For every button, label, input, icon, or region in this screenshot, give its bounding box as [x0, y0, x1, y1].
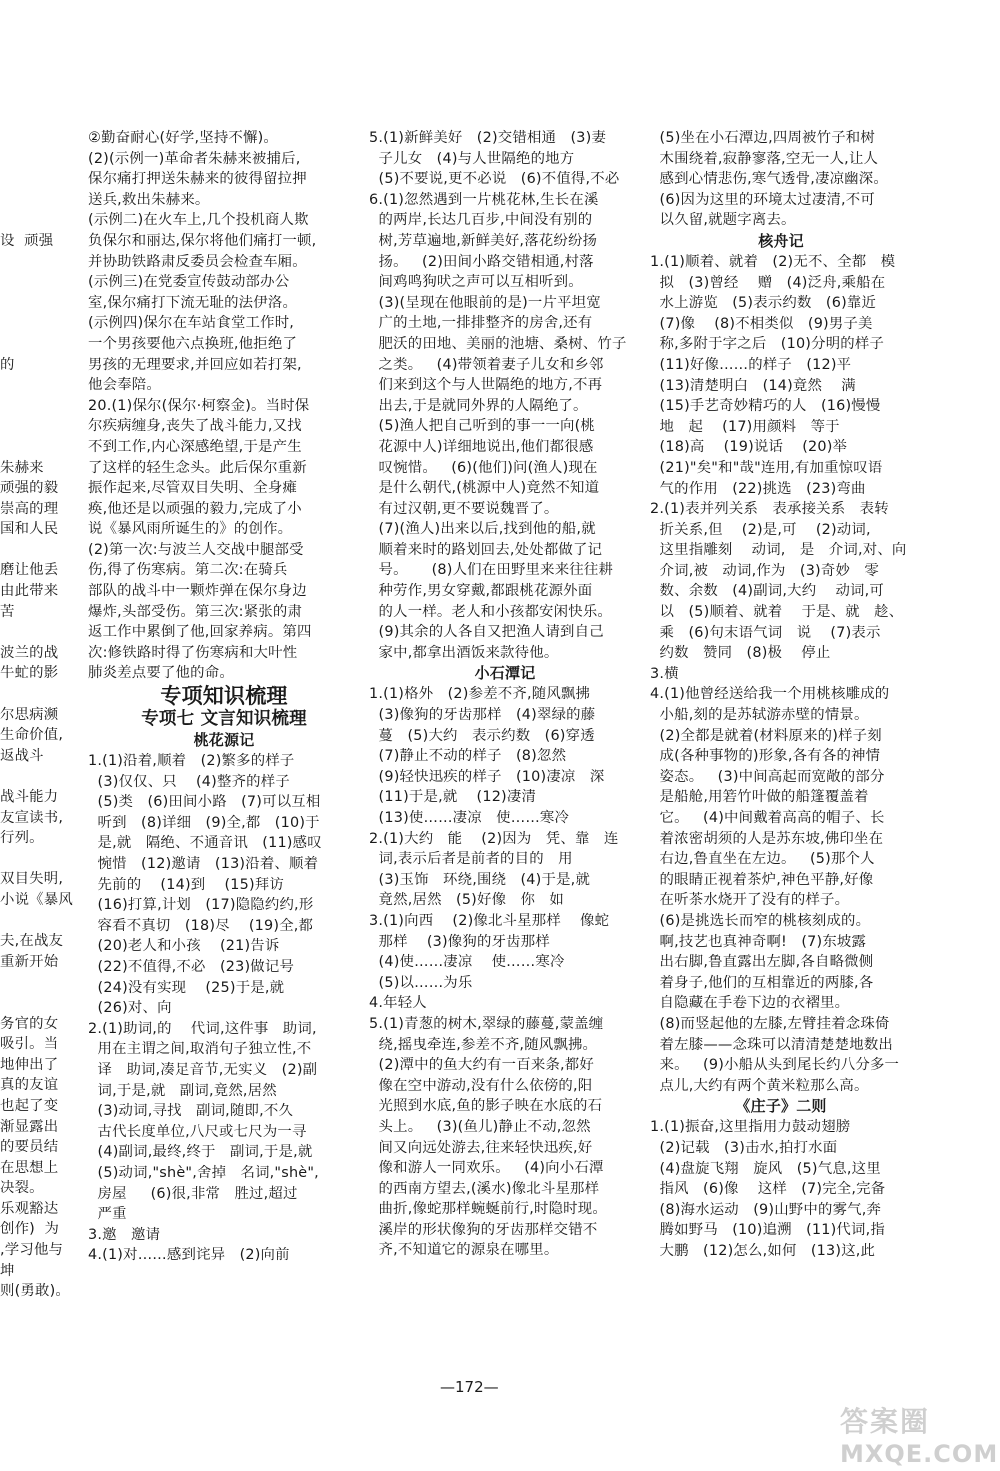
answer-line: 2.(1)表并列关系 表承接关系 表转 — [650, 501, 889, 518]
answer-line: 它。 (4)中间戴着高高的帽子、长 — [650, 810, 885, 826]
cut-text-line — [0, 416, 88, 437]
answer-line: 像在空中游动,没有什么依傍的,阳 — [369, 1077, 593, 1094]
answer-line: (11)于是,就 (12)凄清 — [369, 789, 537, 806]
cut-text-line: 渐显露出 — [0, 1118, 59, 1135]
answer-line: 以久留,就题字离去。 — [650, 212, 796, 229]
answer-line: 伤,得了伤寒病。第二次:在骑兵 — [88, 562, 288, 579]
cut-text-line: ,学习他与 — [0, 1242, 64, 1259]
section-title: 专项知识梳理 — [160, 684, 288, 709]
answer-line: 听到 (8)详细 (9)全,都 (10)于 — [88, 814, 320, 831]
watermark-line2: MXQE.COM — [840, 1440, 999, 1468]
answer-line: 那样 (3)像狗的牙齿那样 — [369, 933, 550, 950]
cut-text-line: 小说《暴风 — [0, 891, 73, 908]
answer-line: 说《暴风雨所诞生的》的创作。 — [88, 521, 293, 538]
cut-text-line — [0, 313, 88, 334]
answer-line: 拟 (3)曾经 赠 (4)泛舟,乘船在 — [650, 274, 886, 291]
answer-line: 约数 赞同 (8)极 停止 — [650, 645, 831, 662]
cut-text-line: 则(勇敢)。 — [0, 1283, 70, 1300]
answer-line: 间鸡鸣狗吠之声可以互相听到。 — [369, 274, 583, 291]
cut-text-line — [0, 169, 88, 190]
cut-text-line — [0, 911, 88, 932]
answer-line: 广的土地,一排排整齐的房舍,还有 — [369, 315, 593, 332]
answer-line: (示例四)保尔在车站食堂工作时, — [88, 315, 295, 332]
cut-text-line: 朱赫来 — [0, 459, 44, 476]
answer-line: (3)仅仅、只 (4)整齐的样子 — [88, 773, 290, 790]
answer-line: (2)记载 (3)击水,拍打水面 — [650, 1139, 838, 1156]
cut-text-line: 行列。 — [0, 830, 44, 847]
lesson-heading: 核舟记 — [758, 231, 804, 250]
answer-line: 有过汉朝,更不要说魏晋了。 — [369, 500, 559, 517]
answer-line: 树,芳草遍地,新鲜美好,落花纷纷扬 — [369, 232, 598, 249]
cut-text-line: 夫,在战友 — [0, 933, 64, 950]
answer-line: 肺炎差点要了他的命。 — [88, 665, 234, 682]
answer-line: (6)因为这里的环境太过凄清,不可 — [650, 191, 875, 208]
watermark-line1: 答案圈 — [840, 1405, 931, 1438]
answer-line: 们来到这个与人世隔绝的地方,不再 — [369, 377, 603, 394]
answer-line: 来。 (9)小船从头到尾长约八分多一 — [650, 1057, 900, 1074]
answer-line: 花源中人)详细地说出,他们都很感 — [369, 438, 594, 455]
cut-text-line — [0, 396, 88, 417]
lesson-heading: 小石潭记 — [474, 664, 536, 683]
answer-line: (8)而竖起他的左膝,左臂挂着念珠倚 — [650, 1015, 890, 1032]
cut-text-line: 战斗能力 — [0, 789, 59, 805]
answer-line: 自隐藏在手卷下边的衣褶里。 — [650, 995, 850, 1012]
answer-line: (4)副词,最终,终于 副词,于是,就 — [88, 1144, 313, 1161]
answer-line: 室,保尔痛打下流无耻的法伊洛。 — [88, 294, 298, 311]
cut-text-line: 也起了变 — [0, 1097, 59, 1114]
answer-line: 乘 (6)句末语气词 说 (7)表示 — [650, 624, 881, 641]
answer-line: 尔疾病缠身,丧失了战斗能力,又找 — [88, 418, 302, 435]
lesson-heading: 桃花源记 — [193, 731, 255, 750]
answer-line: 一个男孩要他六点换班,他拒绝了 — [88, 335, 298, 352]
cut-text-line: 在思想上 — [0, 1159, 59, 1176]
answer-line: (26)对、向 — [88, 1000, 172, 1017]
answer-column-1 — [88, 128, 360, 1266]
answer-line: (15)手艺奇妙精巧的人 (16)慢慢 — [650, 398, 881, 415]
cut-text-line — [0, 684, 88, 705]
answer-line: 4.(1)他曾经送给我一个用桃核雕成的 — [650, 686, 890, 703]
answer-line: (7)像 (8)不相类似 (9)男子美 — [650, 315, 873, 332]
answer-line: 用在主谓之间,取消句子独立性,不 — [88, 1041, 312, 1058]
answer-line: (13)清楚明白 (14)竟然 满 — [650, 377, 856, 394]
cut-text-line: 创作) 为 — [0, 1221, 60, 1238]
cut-text-line: 返战斗 — [0, 747, 44, 764]
answer-line: (16)打算,计划 (17)隐隐约约,形 — [88, 897, 314, 914]
cut-text-line: 的要员结 — [0, 1139, 59, 1156]
answer-line: 顺着来时的路划回去,处处都做了记 — [369, 541, 603, 558]
answer-line: 不到工作,内心深感绝望,于是产生 — [88, 438, 302, 455]
answer-line: 痪,他还是以顽强的毅力,完成了小 — [88, 500, 302, 517]
answer-line: 爆炸,头部受伤。第三次:紧张的肃 — [88, 603, 303, 620]
cut-text-line: 务官的女 — [0, 1015, 59, 1032]
answer-line: 严重 — [88, 1206, 127, 1223]
answer-line: (5)动词,"shè",舍掉 名词,"shè", — [88, 1164, 319, 1181]
answer-line: 20.(1)保尔(保尔·柯察金)。当时保 — [88, 397, 310, 414]
answer-line: ②勤奋耐心(好学,坚持不懈)。 — [88, 130, 279, 146]
answer-line: 的人一样。老人和小孩都安闲快乐。 — [369, 603, 612, 620]
answer-line: 齐,不知道它的源泉在哪里。 — [369, 1242, 559, 1259]
cut-text-line — [0, 766, 88, 787]
cut-text-line — [0, 375, 88, 396]
answer-line: (2)潭中的鱼大约有一百来条,都好 — [369, 1057, 594, 1074]
answer-line: 房屋 (6)很,非常 胜过,超过 — [88, 1185, 298, 1202]
answer-line: 木围绕着,寂静寥落,空无一人,让人 — [650, 150, 879, 167]
answer-line: 折关系,但 (2)是,可 (2)动词, — [650, 521, 871, 538]
answer-line: 5.(1)青葱的树木,翠绿的藤蔓,蒙盖缠 — [369, 1015, 604, 1032]
cut-text-line — [0, 540, 88, 561]
answer-line: 他会奉陪。 — [88, 377, 161, 394]
answer-line: 负保尔和丽达,保尔将他们痛打一顿, — [88, 232, 317, 249]
answer-line: 1.(1)格外 (2)参差不齐,随风飘拂 — [369, 686, 591, 703]
answer-line: (4)使……凄凉 使……寒冷 — [369, 954, 565, 971]
answer-line: (24)没有实现 (25)于是,就 — [88, 979, 285, 996]
answer-line: 3.邀 邀请 — [88, 1226, 161, 1243]
answer-line: 男孩的无理要求,并回应如若打架, — [88, 356, 302, 373]
answer-line: (示例三)在党委宣传鼓动部办公 — [88, 274, 290, 291]
answer-line: 是,就 隔绝、不通音讯 (11)感叹 — [88, 835, 322, 852]
answer-line: 惋惜 (12)邀请 (13)沿着、顺着 — [88, 856, 319, 872]
answer-line: (13)使……凄凉 使……寒冷 — [369, 810, 570, 826]
answer-line: (2)全都是就着(材料原来的)样子刻 — [650, 727, 882, 744]
answer-line: 容看不真切 (18)尽 (19)全,都 — [88, 917, 314, 934]
answer-line: 3.横 — [650, 665, 679, 682]
answer-line: 4.年轻人 — [369, 995, 427, 1012]
cut-text-line — [0, 293, 88, 314]
cut-text-line: 波兰的战 — [0, 644, 59, 661]
answer-line: 了这样的轻生念头。此后保尔重新 — [88, 459, 307, 476]
answer-line: 先前的 (14)到 (15)拜访 — [88, 876, 284, 893]
answer-line: 大鹏 (12)怎么,如何 (13)这,此 — [650, 1242, 876, 1259]
answer-line: (6)是挑选长而窄的桃核刻成的。 — [650, 912, 871, 929]
answer-line: 蔓 (5)大约 表示约数 (6)穿透 — [369, 727, 595, 744]
answer-line: 2.(1)大约 能 (2)因为 凭、靠 连 — [369, 830, 619, 847]
answer-line: 译 助词,凑足音节,无实义 (2)副 — [88, 1061, 318, 1078]
answer-line: 着浓密胡须的人是苏东坡,佛印坐在 — [650, 830, 884, 847]
cut-text-line — [0, 210, 88, 231]
answer-line: (5)类 (6)田间小路 (7)可以互相 — [88, 794, 321, 811]
answer-line: 出右脚,鲁直露出左脚,各自略微侧 — [650, 954, 874, 971]
cut-text-line — [0, 252, 88, 273]
answer-line: 指风 (6)像 这样 (7)完全,完备 — [650, 1181, 886, 1198]
cut-text-line — [0, 149, 88, 170]
answer-line: 4.(1)对……感到诧异 (2)向前 — [88, 1247, 290, 1264]
cut-text-line — [0, 849, 88, 870]
answer-line: (4)盘旋飞翔 旋风 (5)气息,这里 — [650, 1160, 881, 1177]
cut-text-line: 牛虻的影 — [0, 665, 59, 682]
cut-text-line: 吸引。当 — [0, 1036, 59, 1053]
answer-line: 的眼睛正视着茶炉,神色平静,好像 — [650, 871, 874, 888]
answer-line: 姿态。 (3)中间高起而宽敞的部分 — [650, 768, 885, 785]
cut-text-line: 生命价值, — [0, 727, 64, 744]
answer-line: 词,表示后者是前者的目的 用 — [369, 851, 573, 868]
left-cut-column — [0, 128, 88, 1302]
answer-line: 返工作中累倒了他,回家养病。第四 — [88, 624, 312, 641]
answer-line: (21)"矣"和"哉"连用,有加重惊叹语 — [650, 459, 883, 476]
answer-line: 的西南方望去,(溪水)像北斗星那样 — [369, 1180, 600, 1197]
answer-line: 种劳作,男女穿戴,都跟桃花源外面 — [369, 583, 593, 600]
answer-line: (3)像狗的牙齿那样 (4)翠绿的藤 — [369, 707, 596, 724]
cut-text-line: 坤 — [0, 1262, 15, 1279]
answer-line: 光照到水底,鱼的影子映在水底的石 — [369, 1098, 603, 1115]
answer-line: 啊,技艺也真神奇啊! (7)东坡露 — [650, 933, 867, 950]
answer-line: 着身子,他们的互相靠近的两膝,各 — [650, 974, 874, 991]
answer-line: 2.(1)助词,的 代词,这件事 助词, — [88, 1020, 317, 1037]
answer-line: 感到心情悲伤,寒气透骨,凄凉幽深。 — [650, 171, 888, 188]
answer-line: (9)轻快迅疾的样子 (10)凄凉 深 — [369, 768, 605, 785]
answer-line: 肥沃的田地、美丽的池塘、桑树、竹子 — [369, 335, 627, 352]
answer-line: 成(各种事物的)形象,各有各的神情 — [650, 748, 881, 765]
answer-column-2 — [369, 128, 641, 1261]
answer-line: 右边,鲁直坐在左边。 (5)那个人 — [650, 851, 875, 868]
answer-line: 着左膝——念珠可以清清楚楚地数出 — [650, 1036, 893, 1053]
answer-line: 地 起 (17)用颜料 等于 — [650, 418, 840, 435]
answer-line: 竟然,居然 (5)好像 你 如 — [369, 892, 565, 909]
answer-line: 1.(1)沿着,顺着 (2)繁多的样子 — [88, 753, 295, 770]
answer-line: 以 (5)顺着、就着 于是、就 趁、 — [650, 604, 904, 621]
answer-line: (11)好像……的样子 (12)平 — [650, 356, 852, 373]
cut-text-line: 乐观豁达 — [0, 1200, 59, 1217]
cut-text-line: 苦 — [0, 603, 15, 620]
answer-line: (8)海水运动 (9)山野中的雾气,奔 — [650, 1201, 882, 1218]
answer-line: 在听茶水烧开了没有的样子。 — [650, 892, 850, 909]
answer-line: 送兵,救出朱赫来。 — [88, 191, 210, 208]
answer-line: 部队的战斗中一颗炸弹在保尔身边 — [88, 583, 307, 600]
answer-line: 气的作用 (22)挑选 (23)弯曲 — [650, 480, 866, 497]
page-number: —172— — [440, 1378, 499, 1396]
cut-text-line: 的 — [0, 356, 15, 373]
answer-line: 振作起来,尽管双目失明、全身瘫 — [88, 480, 298, 497]
answer-column-3 — [650, 128, 912, 1261]
cut-text-line — [0, 334, 88, 355]
answer-line: 1.(1)振奋,这里指用力鼓动翅膀 — [650, 1119, 851, 1136]
answer-line: 子儿女 (4)与人世隔绝的地方 — [369, 150, 575, 167]
answer-line: (5)渔人把自己听到的事一一向(桃 — [369, 418, 596, 435]
cut-text-line: 双目失明, — [0, 871, 64, 888]
answer-line: (3)动词,寻找 副词,随即,不久 — [88, 1103, 294, 1120]
cut-text-line: 友宣读书, — [0, 809, 64, 826]
answer-line: 3.(1)向西 (2)像北斗星那样 像蛇 — [369, 912, 610, 929]
cut-text-line: 决裂。 — [0, 1180, 44, 1197]
answer-line: 间又向远处游去,往来轻快迅疾,好 — [369, 1139, 593, 1156]
cut-text-line: 重新开始 — [0, 953, 59, 970]
answer-line: (3)(呈现在他眼前的是)一片平坦宽 — [369, 294, 601, 311]
answer-line: 词,于是,就 副词,竟然,居然 — [88, 1082, 277, 1099]
answer-line: 古代长度单位,八尺或七尺为一寻 — [88, 1123, 307, 1140]
answer-line: 保尔痛打押送朱赫来的彼得留拉押 — [88, 171, 307, 188]
answer-line: 像和游人一同欢乐。 (4)向小石潭 — [369, 1160, 604, 1177]
cut-text-line — [0, 272, 88, 293]
cut-text-line: 设 顽强 — [0, 232, 54, 249]
answer-line: (9)其余的人各自又把渔人请到自己 — [369, 624, 604, 641]
answer-line: (7)静止不动的样子 (8)忽然 — [369, 748, 567, 765]
cut-text-line — [0, 972, 88, 993]
answer-line: 号。 (8)人们在田野里来来往往耕 — [369, 562, 614, 579]
cut-text-line: 崇高的理 — [0, 500, 59, 517]
answer-line: 称,多附于字之后 (10)分明的样子 — [650, 336, 885, 353]
answer-line: 叹惋惜。 (6)(他们)问(渔人)现在 — [369, 459, 598, 476]
answer-line: 是船舱,用箬竹叶做的船篷覆盖着 — [650, 789, 869, 806]
answer-line: 点儿,大约有两个黄米粒那么高。 — [650, 1077, 869, 1094]
answer-line: 并协助铁路肃反委员会检查车厢。 — [88, 253, 307, 270]
answer-line: 小船,刻的是苏轼游赤壁的情景。 — [650, 707, 869, 724]
answer-line: (5)坐在小石潭边,四周被竹子和树 — [650, 130, 875, 146]
answer-line: 6.(1)忽然遇到一片桃花林,生长在溪 — [369, 191, 599, 208]
cut-text-line: 由此带来 — [0, 583, 59, 600]
watermark-logo — [828, 1398, 1000, 1471]
answer-line: 这里指雕刻 动词, 是 介词,对、向 — [650, 542, 907, 559]
cut-text-line: 尔思病濒 — [0, 706, 59, 723]
answer-line: 数、余数 (4)副词,大约 动词,可 — [650, 583, 885, 600]
answer-line: 溪岸的形状像狗的牙齿那样交错不 — [369, 1221, 598, 1238]
answer-line: (示例二)在火车上,几个投机商人欺 — [88, 212, 309, 229]
cut-text-line — [0, 993, 88, 1014]
answer-line: (20)老人和小孩 (21)告诉 — [88, 938, 280, 955]
answer-line: (18)高 (19)说话 (20)举 — [650, 439, 848, 456]
answer-line: (2)(示例一)革命者朱赫来被捕后, — [88, 150, 301, 167]
answer-line: 之类。 (4)带领着妻子儿女和乡邻 — [369, 356, 604, 373]
answer-line: 扬。 (2)田间小路交错相通,村落 — [369, 253, 594, 270]
answer-line: 头上。 (3)(鱼儿)静止不动,忽然 — [369, 1118, 591, 1135]
answer-line: 1.(1)顺着、就着 (2)无不、全都 模 — [650, 253, 896, 270]
answer-line: 曲折,像蛇那样蜿蜒前行,时隐时现。 — [369, 1201, 607, 1218]
subsection-title: 专项七 文言知识梳理 — [141, 709, 307, 730]
answer-line: 腾如野马 (10)追溯 (11)代词,指 — [650, 1222, 885, 1239]
lesson-heading: 《庄子》二则 — [735, 1097, 827, 1116]
answer-line: 绕,摇曳牵连,参差不齐,随风飘拂。 — [369, 1036, 598, 1053]
cut-text-line: 国和人民 — [0, 521, 59, 538]
answer-line: 是什么朝代,(桃源中人)竟然不知道 — [369, 480, 600, 497]
answer-line: 次:修铁路时得了伤寒病和大叶性 — [88, 644, 298, 661]
answer-line: 介词,被 动词,作为 (3)奇妙 零 — [650, 562, 879, 579]
cut-text-line — [0, 190, 88, 211]
cut-text-line: 真的友谊 — [0, 1077, 59, 1094]
cut-text-line — [0, 437, 88, 458]
cut-text-line: 顽强的毅 — [0, 480, 59, 497]
cut-text-line — [0, 128, 88, 149]
answer-line: 家中,都拿出酒饭来款待他。 — [369, 644, 559, 661]
cut-text-line: 磨让他丢 — [0, 562, 59, 579]
answer-line: (7)(渔人)出来以后,找到他的船,就 — [369, 521, 596, 538]
answer-line: (2)第一次:与波兰人交战中腿部受 — [88, 541, 304, 558]
cut-text-line: 地伸出了 — [0, 1056, 59, 1073]
answer-line: (3)玉饰 环绕,围绕 (4)于是,就 — [369, 871, 591, 888]
answer-line: 水上游览 (5)表示约数 (6)靠近 — [650, 295, 877, 312]
answer-line: 5.(1)新鲜美好 (2)交错相通 (3)妻 — [369, 130, 607, 146]
answer-line: (5)以……为乐 — [369, 974, 473, 991]
answer-line: 出去,于是就同外界的人隔绝了。 — [369, 397, 588, 414]
answer-line: 的两岸,长达几百步,中间没有别的 — [369, 212, 593, 229]
answer-line: (22)不值得,不必 (23)做记号 — [88, 958, 295, 975]
answer-line: (5)不要说,更不必说 (6)不值得,不必 — [369, 171, 620, 188]
cut-text-line — [0, 622, 88, 643]
